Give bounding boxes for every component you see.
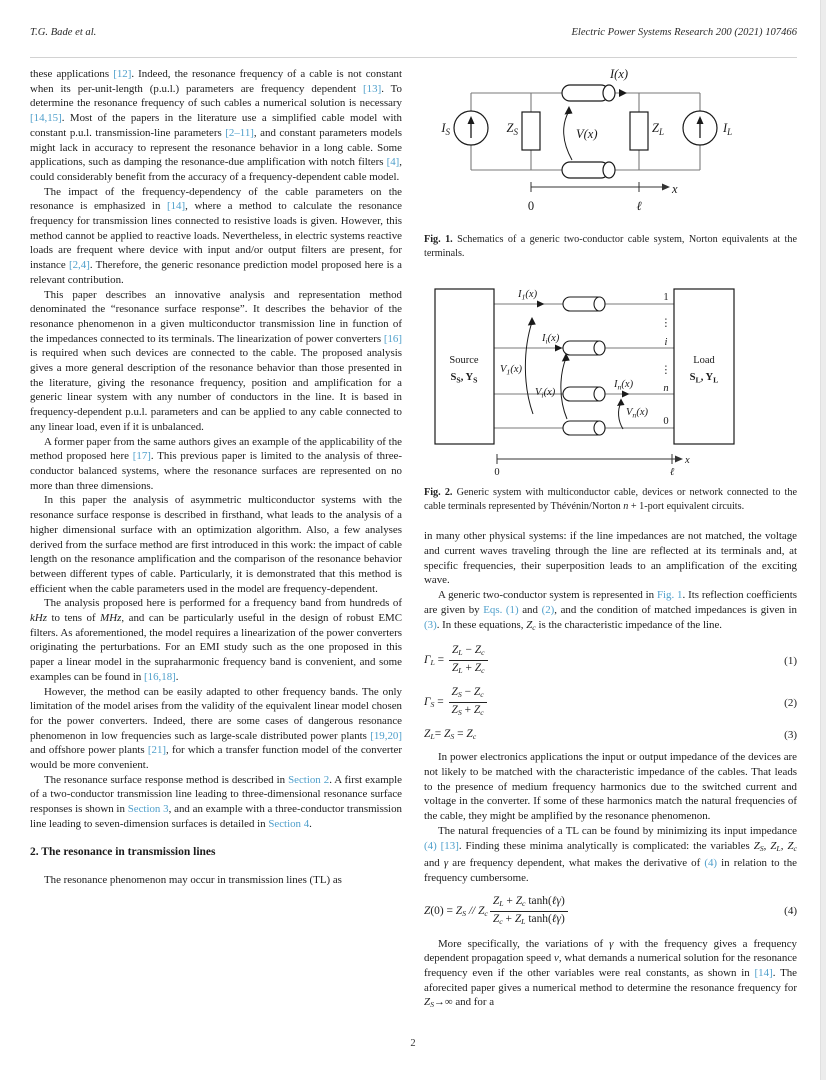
text-span: Z <box>770 839 777 852</box>
text-span: L <box>430 732 435 742</box>
text-span: c <box>522 898 526 908</box>
equation-number: (1) <box>784 654 797 667</box>
citation-link[interactable]: [16] <box>383 332 402 345</box>
text-span: Z <box>492 912 500 925</box>
label-Is: $I_S$ <box>441 121 450 137</box>
text-span: L <box>430 658 435 668</box>
citation-link[interactable]: [13] <box>440 839 459 852</box>
paragraph: However, the method can be easily adapted to other frequency bands. The only limitation of the model arises from the validity of the equivalent linear model chosen for the power converters. Indeed, there are some cases of dangerous resonance phenomenon in low frequencies such as large-scale distributed power plants [19,20] and offshore power plants [21], for which a transfer function model of the converter would be more convenient. <box>30 685 403 772</box>
text-span: S <box>457 690 462 700</box>
text-span: Z <box>466 728 473 741</box>
text-span: Z <box>473 686 481 699</box>
paragraph: The resonance phenomenon may occur in transmission lines (TL) as <box>44 873 342 886</box>
text-span: c <box>480 708 484 718</box>
text-span: c <box>481 666 485 676</box>
text-span: c <box>484 908 488 918</box>
denominator: ZL + Zc <box>451 662 485 676</box>
citation-link[interactable]: Fig. 1 <box>656 589 683 602</box>
figure-2-caption: Fig. 2. Generic system with multiconductor cable, devices or network connected to the cable terminals represented by Thévénin/Norton n + 1-port equivalent circuits. <box>424 487 797 512</box>
text-span: ℓγ <box>551 912 561 925</box>
axis <box>531 182 670 192</box>
citation-link[interactable]: Section 2 <box>288 773 330 786</box>
label-Vnx: $V_n(x)$ <box>626 407 648 420</box>
citation-link[interactable]: Section 4 <box>268 817 310 830</box>
text-span: v <box>554 952 559 965</box>
right-column <box>424 62 797 1013</box>
text-span: Γ <box>424 654 431 667</box>
page-number: 2 <box>410 1038 416 1049</box>
page-columns <box>30 62 797 1013</box>
numerator: ZL − Zc <box>449 644 488 661</box>
citation-link[interactable]: [2,4] <box>68 259 90 272</box>
text-span: L <box>458 666 463 676</box>
label-axis-0: 0 <box>527 199 535 213</box>
paragraph: More specifically, the variations of γ with the frequency gives a frequency dependent propagation speed v, what demands a numerical solution for the resonance frequency even if the other variables were real constants, as shown in [14]. The aforecited paper gives a numerical method to determine the resonance frequency for ZS→∞ and for a <box>424 937 798 1010</box>
label-Vix: $V_i(x)$ <box>535 387 556 400</box>
label-Zl: $Z_L$ <box>652 121 664 137</box>
text-span: Z <box>451 662 459 675</box>
text-span: Z <box>455 904 463 917</box>
text-span: S <box>759 843 764 853</box>
citation-link[interactable]: [14,15] <box>30 112 62 125</box>
axis <box>497 454 683 464</box>
text-span: S <box>430 700 435 710</box>
text-span: γ <box>609 937 614 950</box>
paragraph: A generic two-conductor system is represented in Fig. 1. Its reflection coefficients are given by Eqs. (1) and (2), and the condition of matched impedances is given in (3). In these equations, Zc is the characteristic impedance of the line. <box>424 589 797 632</box>
text-span: L <box>458 648 463 658</box>
header-authors: T.G. Bade et al. <box>30 27 97 38</box>
text-span: c <box>472 732 477 742</box>
citation-link[interactable]: Section 3 <box>127 803 169 816</box>
text-span: S <box>457 708 462 718</box>
label-axis-ell: ℓ <box>669 467 675 479</box>
citation-link[interactable]: [19,20] <box>370 729 402 742</box>
conductor-number-i: i <box>664 337 668 349</box>
text-span: S <box>430 1000 434 1010</box>
source-impedance <box>522 112 540 150</box>
equation <box>424 895 797 928</box>
left-column <box>30 62 402 1013</box>
citation-link[interactable]: [16,18] <box>144 670 176 683</box>
label-load-matrices: $S_L$, $Y_L$ <box>689 372 719 385</box>
text-span: Fig. 1. <box>424 234 453 245</box>
figure-2 <box>424 274 797 513</box>
equation-number: (3) <box>784 728 797 741</box>
label-V1x: $V_1(x)$ <box>500 364 522 377</box>
text-span: Z <box>424 728 431 741</box>
vertical-dots: ⋮ <box>660 318 672 330</box>
citation-link[interactable]: [14] <box>166 200 186 213</box>
conductor-number-n: n <box>663 383 669 395</box>
paragraph: This paper describes an innovative analysis and representation method denominated the “resonance surface response”. It describes the behavior of the resonance phenomenon in a given multiconductor transmission line in function of the impedances connected to its terminals. The linearization of power converters [16] is required when such devices are connected to the cable. The proposed analysis gives a more general description of the resonance behavior than those presented in the literature, giving the resonance frequency, position and amplification for a generic linear system with any number of conductors in the line. It is based in frequency-dependent p.u.l. parameters and can be applied to any cable connected to any linear load, even if it is unbalanced. <box>30 288 402 433</box>
citation-link[interactable]: [17] <box>132 450 151 463</box>
figure-1-caption: Fig. 1. Schematics of a generic two-conductor cable system, Norton equivalents at the terminals. <box>424 234 797 259</box>
label-Il: $I_L$ <box>723 121 733 137</box>
label-axis-x: x <box>672 182 678 196</box>
paragraph: The impact of the frequency-dependency of the cable parameters on the resonance is emphasized in [14], where a method to calculate the resonance frequency for transmission lines connected to resistive loads is given. However, this method cannot be applied to reactive loads. Nevertheless, in electric systems reactive loads are frequent where device with input and/or output filters are present, for instance [2,4]. Therefore, the generic resonance prediction model proposed here is a relevant contribution. <box>30 185 403 286</box>
figure-1-diagram <box>424 62 797 225</box>
numerator: ZL + Zc tanh(ℓγ) <box>490 895 568 912</box>
paragraph: In this paper the analysis of asymmetric multiconductor systems with the resonance surface response is described in firsthand, what leads to the analysis of a higher dimensional surface with an optimization algorithm. Also, a few analyses derived from the surface method are first introduced in this work: the impact of cable length on the resonance amplification and the comparison of the resonance behavior between different types of cable. Particularly, it is demonstrated that this method is efficient when the cable parameters used in the model are frequency-dependent. <box>30 494 402 595</box>
paragraph: In power electronics applications the input or output impedance of the devices are not likely to be matched with the characteristic impedance of the cables. That leads to the presence of medium frequency harmonics due to the switched current and voltage in the converter. If some of these harmonics match the natural frequencies of the cable, they might be amplified by the resonance phenomenon. <box>424 751 797 823</box>
label-I1x: $I_1(x)$ <box>518 289 538 302</box>
text-span: n <box>623 500 629 512</box>
paragraph: in many other physical systems: if the line impedances are not matched, the voltage and current waves traveling through the line are reflected at its terminals and, at specific frequencies, their superposition leads to an amplification of the exciting wave. <box>424 530 797 587</box>
equation-body: ΓS = $\frac{ZS - Zc}{ZS + Zc}$ <box>424 686 489 719</box>
label-axis-0: 0 <box>494 467 500 479</box>
fraction <box>449 644 488 677</box>
text-span: S <box>462 908 466 918</box>
label-Zs: $Z_S$ <box>506 121 518 137</box>
figure-1 <box>424 62 797 260</box>
citation-link[interactable]: (4) <box>704 857 718 870</box>
running-header <box>30 27 797 58</box>
text-span: Z <box>514 912 522 925</box>
label-source: Source <box>449 355 479 367</box>
text-span: c <box>481 648 485 658</box>
denominator: Zc + ZL tanh(ℓγ) <box>492 912 565 926</box>
equation <box>424 686 797 719</box>
text-span: Z <box>492 894 500 907</box>
conductor-number-0: 0 <box>663 416 669 428</box>
citation-link[interactable]: (3) <box>424 618 437 631</box>
equation-body: Z(0) = ZS // Zc $\frac{\text{ZL + Zc tanh(ℓγ)}}{\text{Zc + ZL tanh(ℓγ)}}$ <box>424 895 570 928</box>
fraction <box>449 686 487 719</box>
numerator: ZS − Zc <box>449 686 487 703</box>
text-span: c <box>499 916 503 926</box>
text-span: MHz <box>100 612 122 625</box>
citation-link[interactable]: [12] <box>113 68 132 80</box>
text-span: Fig. 2. <box>424 487 453 499</box>
text-span: Z <box>451 686 458 699</box>
source-box <box>435 289 494 444</box>
equation-body: ΓL = $\frac{ZL - Zc}{ZL + Zc}$ <box>424 644 490 677</box>
label-axis-x: x <box>685 455 690 467</box>
header-journal: Electric Power Systems Research 200 (2021) 107466 <box>571 27 797 38</box>
citation-link[interactable]: [21] <box>147 744 167 757</box>
equation-number: (4) <box>784 905 797 918</box>
text-span: Z <box>526 618 533 631</box>
load-impedance <box>630 112 648 150</box>
label-source-matrices: $S_S$, $Y_S$ <box>450 372 478 385</box>
text-span: Z <box>515 894 523 907</box>
paragraph: these applications [12]. Indeed, the resonance frequency of a cable is not constant when its per-unit-length (p.u.l.) parameters are frequency dependent [13]. To determine the resonance frequency of such cables a numerical solution is necessary [14,15]. Most of the papers in the literature use a simplified cable model with constant p.u.l. transmission-line parameters [2–11], and constant parameters models might lack in accuracy to represent the resonance behavior in a long cable. Some applications, such as damping the resonance-due amplification with notch filters [4], could considerably benefit from the accuracy of a frequency-dependent cable model. <box>30 68 403 183</box>
text-span: L <box>499 898 504 908</box>
text-span: Z <box>478 904 485 917</box>
figure-2-diagram <box>424 274 797 479</box>
text-span: c <box>532 622 536 632</box>
paragraph: A former paper from the same authors gives an example of the applicability of the method proposed here [17]. This previous paper is limited to the analysis of three-conductor balanced systems, where the resonance surfaces are represented on no more than three dimensions. <box>30 435 403 492</box>
conductor-number-1: 1 <box>663 292 669 304</box>
text-span: Z <box>474 644 482 657</box>
cable-cylinders <box>563 297 605 435</box>
text-span: Z <box>474 662 482 675</box>
label-Iix: $I_i(x)$ <box>542 333 560 346</box>
current-direction-arrow <box>619 89 627 97</box>
equation <box>424 728 797 741</box>
paragraph: The analysis proposed here is performed for a frequency band from hundreds of kHz to tens of MHz, and can be particularly useful in the design of robust EMC filters. As aforementioned, the model requires a linearization of the power converters originating the perturbations. For an EMI study such as the one proposed in this paper a linear model in the supraharmonic frequency band is convenient, and some examples can be found in [16,18]. <box>30 597 402 683</box>
page-footer <box>0 1038 826 1049</box>
denominator: ZS + Zc <box>451 704 484 718</box>
text-span: Z <box>424 904 431 917</box>
citation-link[interactable]: [2–11] <box>225 126 254 139</box>
text-span: ℓγ <box>551 894 561 907</box>
citation-link[interactable]: Eqs. (1) <box>483 603 519 616</box>
citation-link[interactable]: (4) <box>424 839 437 852</box>
fraction <box>490 895 568 928</box>
text-span: Z <box>424 996 431 1009</box>
top-conductor-cylinder <box>562 85 609 101</box>
load-box <box>674 289 734 444</box>
right-column-text <box>424 529 797 1013</box>
bottom-conductor-cylinder <box>562 162 609 178</box>
citation-link[interactable]: [4] <box>386 156 400 169</box>
equation-body: ZL= ZS = Zc <box>424 728 477 742</box>
citation-link[interactable]: (2) <box>541 603 555 616</box>
text-span: S <box>450 732 455 742</box>
text-span: γ <box>443 857 449 870</box>
text-span: Z <box>451 704 458 717</box>
equation-number: (2) <box>784 696 797 709</box>
text-span: Γ <box>424 696 431 709</box>
citation-link[interactable]: [14] <box>754 967 773 980</box>
label-Inx: $I_n(x)$ <box>614 379 634 392</box>
text-span: c <box>793 843 797 853</box>
text-span: // <box>468 904 476 917</box>
text-span: L <box>521 916 526 926</box>
text-span: Z <box>473 704 481 717</box>
text-span: Z <box>753 839 760 852</box>
label-load: Load <box>693 355 715 367</box>
voltage-arcs <box>525 322 623 429</box>
text-span: kHz <box>30 612 47 625</box>
label-axis-ell: ℓ <box>636 199 642 213</box>
voltage-arc <box>564 111 572 160</box>
text-span: L <box>776 843 781 853</box>
text-span: Z <box>451 644 459 657</box>
label-Ix: I(x) <box>610 67 629 81</box>
text-span: c <box>480 690 484 700</box>
equation <box>424 644 797 677</box>
page-edge <box>820 0 826 1080</box>
label-Vx: V(x) <box>576 127 598 141</box>
paragraph: The natural frequencies of a TL can be found by minimizing its input impedance (4) [13]. Finding these minima analytically is complicated: the variables ZS, ZL, Zc and γ are frequency dependent, what makes the derivative of (4) in relation to the frequency cumbersome. <box>424 824 797 884</box>
section-heading: 2. The resonance in transmission lines <box>30 845 216 858</box>
text-span: Z <box>787 839 794 852</box>
citation-link[interactable]: [13] <box>363 82 382 95</box>
text-span: Z <box>443 728 451 741</box>
paragraph: The resonance surface response method is described in Section 2. A first example of a two-conductor transmission line leading to three-dimensional resonance surface responses is shown in Section 3, and an example with a three-conductor transmission line leading to seven-dimension surfaces is detailed in Section 4. <box>30 773 402 830</box>
vertical-dots: ⋮ <box>660 365 672 377</box>
